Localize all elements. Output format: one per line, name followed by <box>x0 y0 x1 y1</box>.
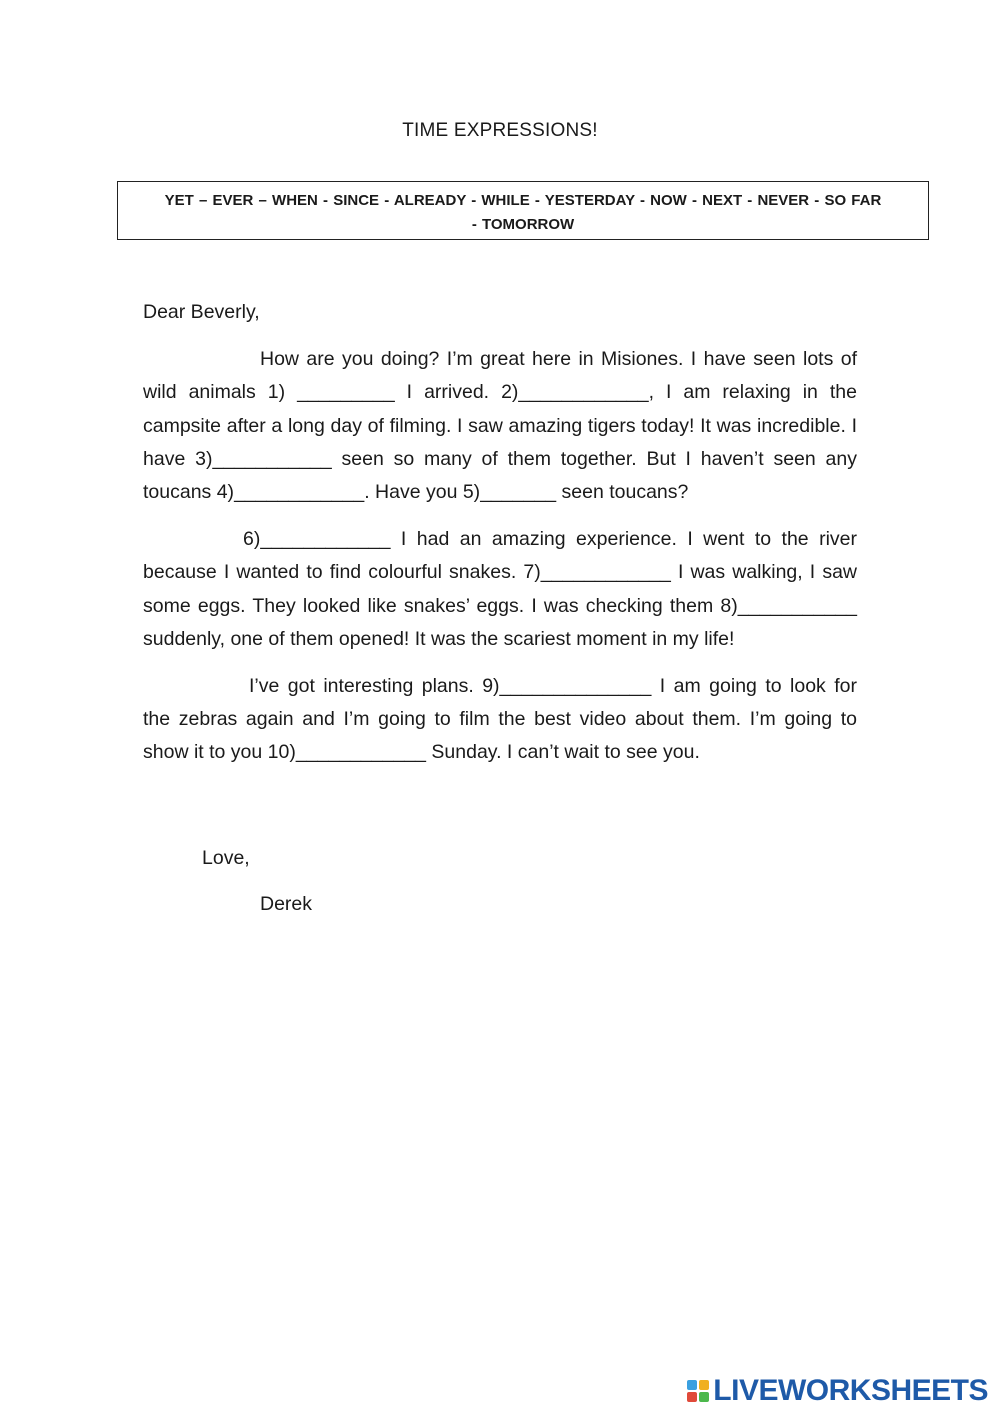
letter-paragraph-3 <box>143 670 857 770</box>
worksheet-title: TIME EXPRESSIONS! <box>402 120 598 141</box>
paragraph-text: I am going to look for the zebras again and I’m going to film the best video about them. I’m going to show it to you 10) <box>143 675 857 764</box>
paragraph-text: I had an amazing experience. I went to the river because I wanted to find colourful snakes. 7) <box>143 528 857 584</box>
blank-10[interactable]: ____________ <box>295 741 426 764</box>
logo-square-3 <box>687 1392 697 1402</box>
word-bank-line-2: - TOMORROW <box>471 216 575 233</box>
paragraph-text: seen toucans? <box>556 481 689 504</box>
liveworksheets-wordmark: LIVEWORKSHEETS <box>713 1374 988 1407</box>
blank-8[interactable]: ___________ <box>737 594 857 617</box>
blank-1[interactable]: _________ <box>297 381 395 404</box>
paragraph-text: seen so many of them together. But I haven’t seen any toucans 4) <box>143 447 857 504</box>
word-bank-line-1: YET – EVER – WHEN - SINCE - ALREADY - WHILE - YESTERDAY - NOW - NEXT - NEVER - SO FAR <box>164 192 882 209</box>
paragraph-text: I arrived. 2) <box>394 381 519 404</box>
letter-signature: Derek <box>260 893 313 915</box>
word-bank-box <box>117 181 929 240</box>
letter-salutation: Dear Beverly, <box>143 301 260 323</box>
letter-closing: Love, <box>202 847 250 869</box>
logo-square-1 <box>687 1380 697 1390</box>
blank-9[interactable]: ______________ <box>499 675 652 698</box>
paragraph-text: suddenly, one of them opened! It was the scariest moment in my life! <box>143 627 735 650</box>
liveworksheets-logo-icon <box>687 1380 709 1402</box>
blank-6[interactable]: ____________ <box>260 528 391 551</box>
letter-paragraph-1 <box>143 343 857 509</box>
paragraph-text: , I am relaxing in the campsite after a long day of filming. I saw amazing tigers today! It was incredible. I have 3) <box>143 381 857 470</box>
paragraph-text: I was walking, I saw some eggs. They looked like snakes’ eggs. I was checking them 8) <box>143 561 857 617</box>
logo-square-2 <box>699 1380 709 1390</box>
blank-2[interactable]: ____________ <box>518 381 649 404</box>
logo-square-4 <box>699 1392 709 1402</box>
blank-4[interactable]: ____________ <box>234 481 365 504</box>
blank-3[interactable]: ___________ <box>212 447 332 470</box>
paragraph-text: . Have you 5) <box>364 481 481 504</box>
liveworksheets-brand <box>687 1374 988 1408</box>
paragraph-text: 6) <box>243 528 261 551</box>
paragraph-text: How are you doing? I’m great here in Misiones. I have seen lots of wild animals 1) <box>143 348 857 404</box>
letter-body <box>143 296 857 784</box>
blank-7[interactable]: ____________ <box>540 561 671 584</box>
paragraph-text: Sunday. I can’t wait to see you. <box>425 741 700 764</box>
blank-5[interactable]: _______ <box>480 481 557 504</box>
letter-paragraph-2 <box>143 523 857 656</box>
paragraph-text: I’ve got interesting plans. 9) <box>249 675 500 698</box>
